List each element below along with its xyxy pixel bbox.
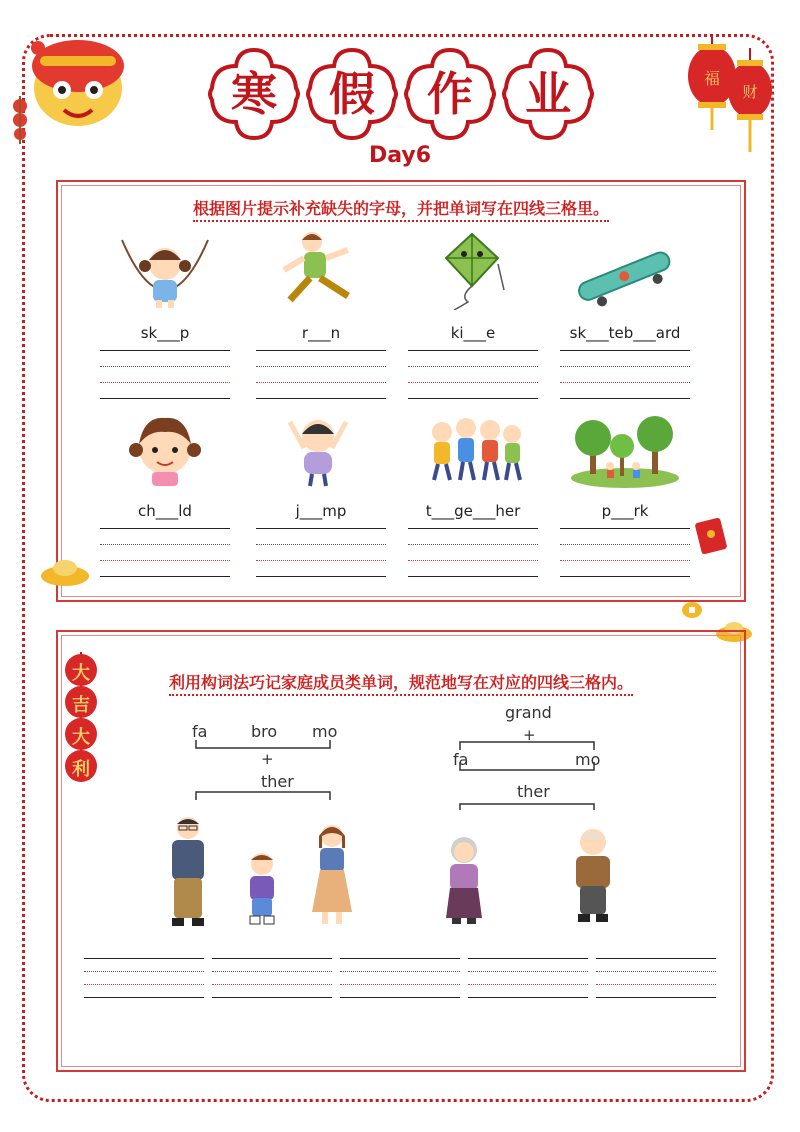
child-face-icon: [100, 408, 230, 488]
word-prompt: ch___ld: [138, 502, 192, 520]
skateboard-icon: [560, 230, 690, 310]
title-badge: [502, 48, 594, 140]
park-icon: [560, 408, 690, 488]
prefix-grand: grand: [505, 703, 552, 722]
day-label: Day6: [368, 143, 432, 168]
title-char: 寒: [231, 67, 277, 121]
lantern-text-1: 福: [703, 69, 721, 88]
word-cell: [256, 230, 386, 402]
boy-figure-icon: [240, 850, 284, 928]
section1-instruction: 根据图片提示补充缺失的字母，并把单词写在四线三格里。: [58, 196, 744, 219]
word-prompt: r___n: [301, 324, 341, 342]
mother-figure-icon: [306, 822, 358, 928]
word-cell: [408, 408, 538, 580]
title-badge: [306, 48, 398, 140]
four-line-grid[interactable]: [84, 956, 204, 1002]
four-line-grid[interactable]: [408, 346, 538, 402]
four-line-grid[interactable]: [212, 956, 332, 1002]
banner-char: 利: [72, 759, 90, 780]
suffix-ther: ther: [517, 782, 550, 801]
red-envelope-icon: [694, 516, 728, 556]
part-fa: fa: [453, 750, 469, 769]
gold-coin-icon: [680, 600, 704, 620]
four-line-grid[interactable]: [340, 956, 460, 1002]
luck-banner: [62, 652, 100, 782]
running-boy-icon: [256, 230, 386, 310]
banner-char: 大: [72, 727, 90, 748]
four-line-grid[interactable]: [596, 956, 716, 1002]
banner-char: 吉: [72, 695, 90, 716]
father-figure-icon: [160, 814, 216, 932]
jumping-kid-icon: [256, 408, 386, 488]
grandmother-figure-icon: [438, 834, 490, 926]
plus-sign: +: [523, 726, 536, 744]
title-char: 作: [427, 67, 473, 121]
kids-together-icon: [408, 408, 538, 488]
section2-instruction: 利用构词法巧记家庭成员类单词，规范地写在对应的四线三格内。: [58, 670, 744, 693]
banner-char: 大: [72, 663, 90, 684]
plus-sign: +: [261, 750, 274, 768]
four-line-grid[interactable]: [100, 346, 230, 402]
word-prompt: sk___teb___ard: [569, 324, 681, 342]
four-line-grid[interactable]: [100, 524, 230, 580]
word-prompt: p___rk: [601, 502, 649, 520]
word-cell: [408, 230, 538, 402]
word-cell: [560, 408, 690, 580]
four-line-grid[interactable]: [560, 524, 690, 580]
word-prompt: ki___e: [450, 324, 496, 342]
word-prompt: j___mp: [295, 502, 347, 520]
four-line-grid[interactable]: [408, 524, 538, 580]
gold-ingot-icon: [38, 552, 92, 588]
word-cell: [256, 408, 386, 580]
title-row: [0, 48, 800, 144]
part-mo: mo: [575, 750, 601, 769]
jump-rope-girl-icon: [100, 230, 230, 310]
bracket-lines: [190, 736, 340, 806]
word-cell: [560, 230, 690, 402]
word-prompt: t___ge___her: [425, 502, 521, 520]
word-prompt: sk___p: [140, 324, 190, 342]
suffix-ther: ther: [261, 772, 294, 791]
title-char: 假: [329, 67, 375, 121]
title-char: 业: [525, 67, 571, 121]
kite-icon: [408, 230, 538, 310]
part-mo: mo: [312, 722, 338, 741]
four-line-grid[interactable]: [468, 956, 588, 1002]
four-line-grid[interactable]: [256, 346, 386, 402]
four-line-grid[interactable]: [560, 346, 690, 402]
word-cell: [100, 408, 230, 580]
title-badge: [404, 48, 496, 140]
part-fa: fa: [192, 722, 208, 741]
four-line-grid[interactable]: [256, 524, 386, 580]
grandfather-figure-icon: [566, 826, 620, 926]
word-cell: [100, 230, 230, 402]
lantern-text-2: 财: [742, 83, 758, 101]
part-bro: bro: [251, 722, 278, 741]
title-badge: [208, 48, 300, 140]
